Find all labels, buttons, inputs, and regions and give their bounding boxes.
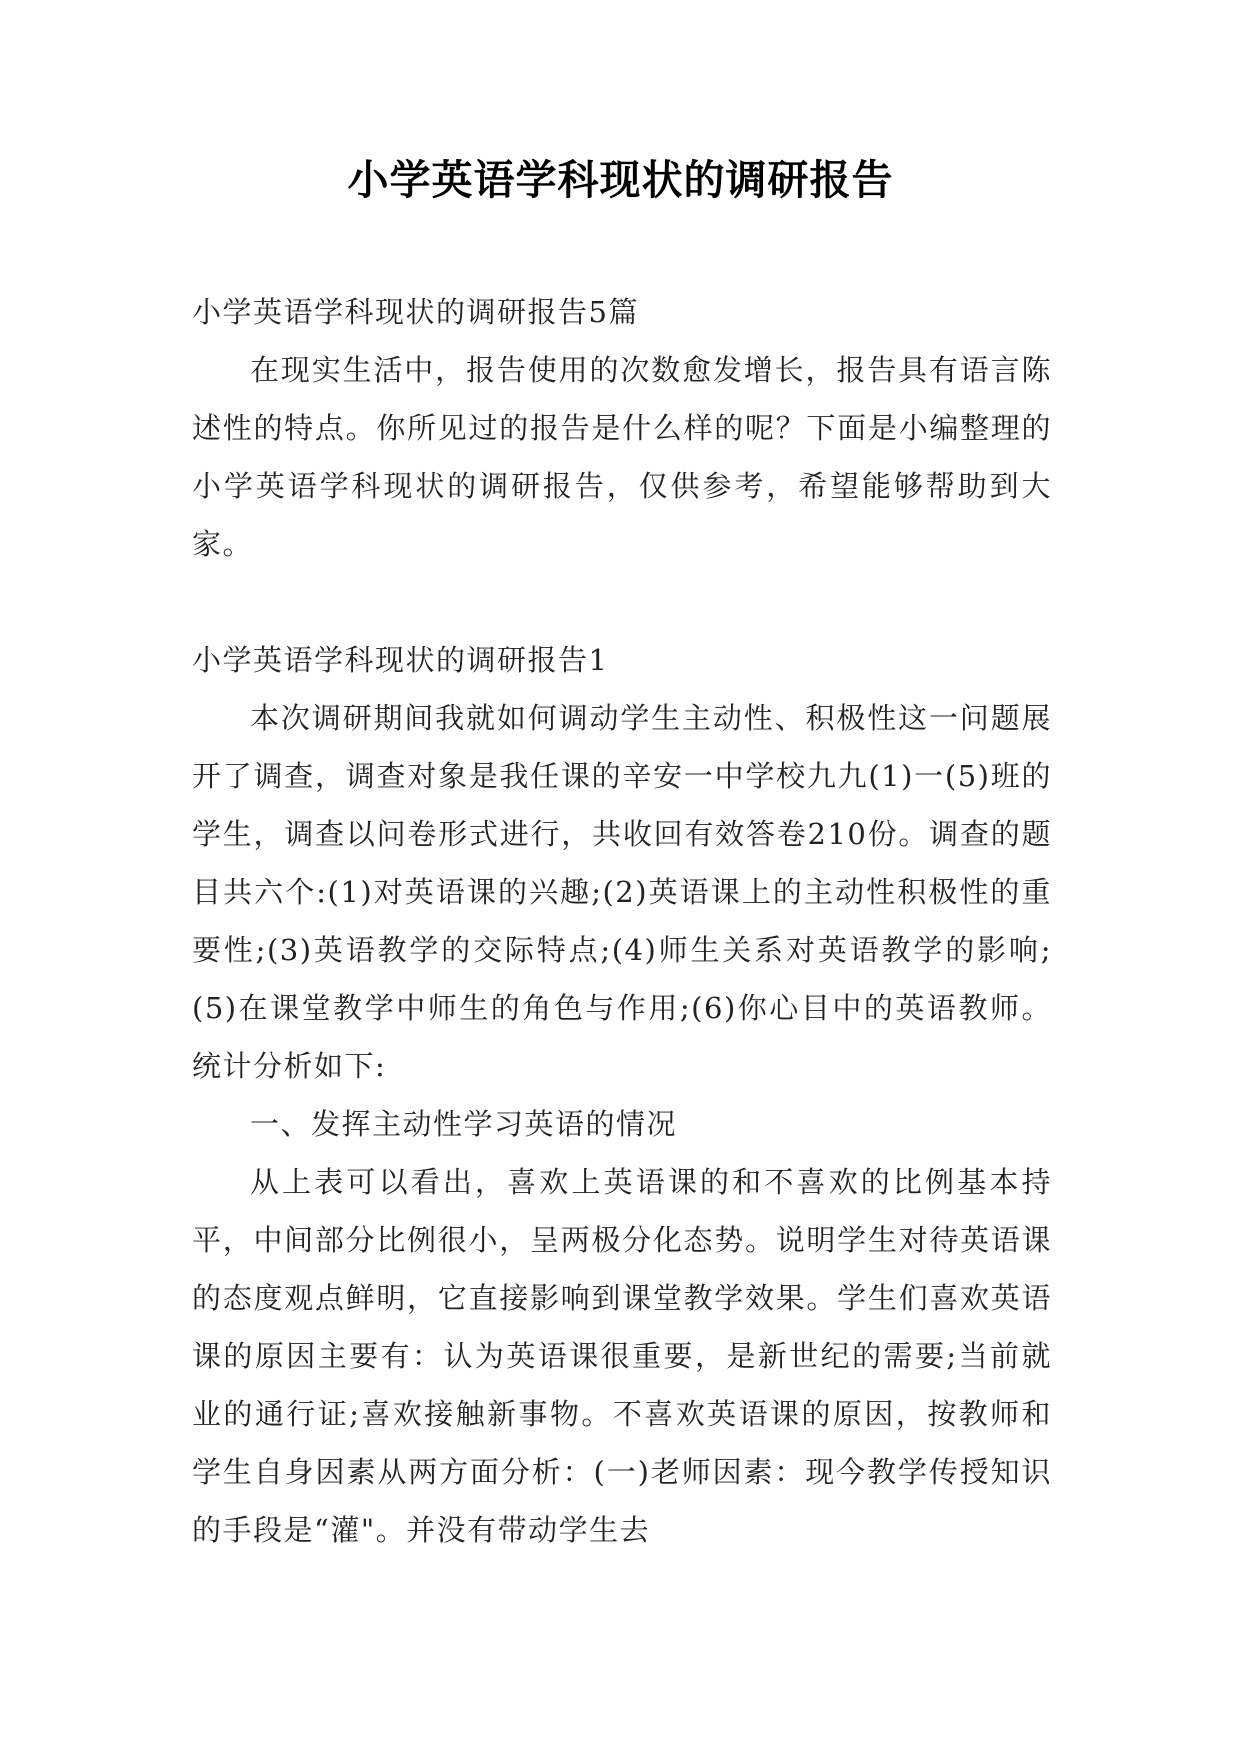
section-subheading: 一、发挥主动性学习英语的情况 — [250, 1107, 678, 1141]
document-title: 小学英语学科现状的调研报告 — [347, 156, 894, 204]
paragraph-spacer — [192, 573, 1052, 631]
section-paragraph-1: 本次调研期间我就如何调动学生主动性、积极性这一问题展开了调查，调查对象是我任课的辛安一中学校九九(1)一(5)班的学生，调查以问卷形式进行，共收回有效答卷210份。调查的题目共六个:(1)对英语课的兴趣;(2)英语课上的主动性积极性的重要性;(3)英语教学的交际特点;(4)师生关系对英语教学的影响;(5)在课堂教学中师生的角色与作用;(6)你心目中的英语教师。统计分析如下: — [192, 701, 1052, 1083]
section-heading: 小学英语学科现状的调研报告1 — [192, 643, 609, 677]
intro-paragraph: 在现实生活中，报告使用的次数愈发增长，报告具有语言陈述性的特点。你所见过的报告是什么样的呢？下面是小编整理的小学英语学科现状的调研报告，仅供参考，希望能够帮助到大家。 — [192, 353, 1052, 561]
section-paragraph-2: 从上表可以看出，喜欢上英语课的和不喜欢的比例基本持平，中间部分比例很小，呈两极分化态势。说明学生对待英语课的态度观点鲜明，它直接影响到课堂教学效果。学生们喜欢英语课的原因主要有：认为英语课很重要，是新世纪的需要;当前就业的通行证;喜欢接触新事物。不喜欢英语课的原因，按教师和学生自身因素从两方面分析：(一)老师因素：现今教学传授知识的手段是“灌"。并没有带动学生去 — [192, 1165, 1052, 1547]
document-body — [192, 283, 1052, 1559]
document-subtitle: 小学英语学科现状的调研报告5篇 — [192, 295, 639, 329]
